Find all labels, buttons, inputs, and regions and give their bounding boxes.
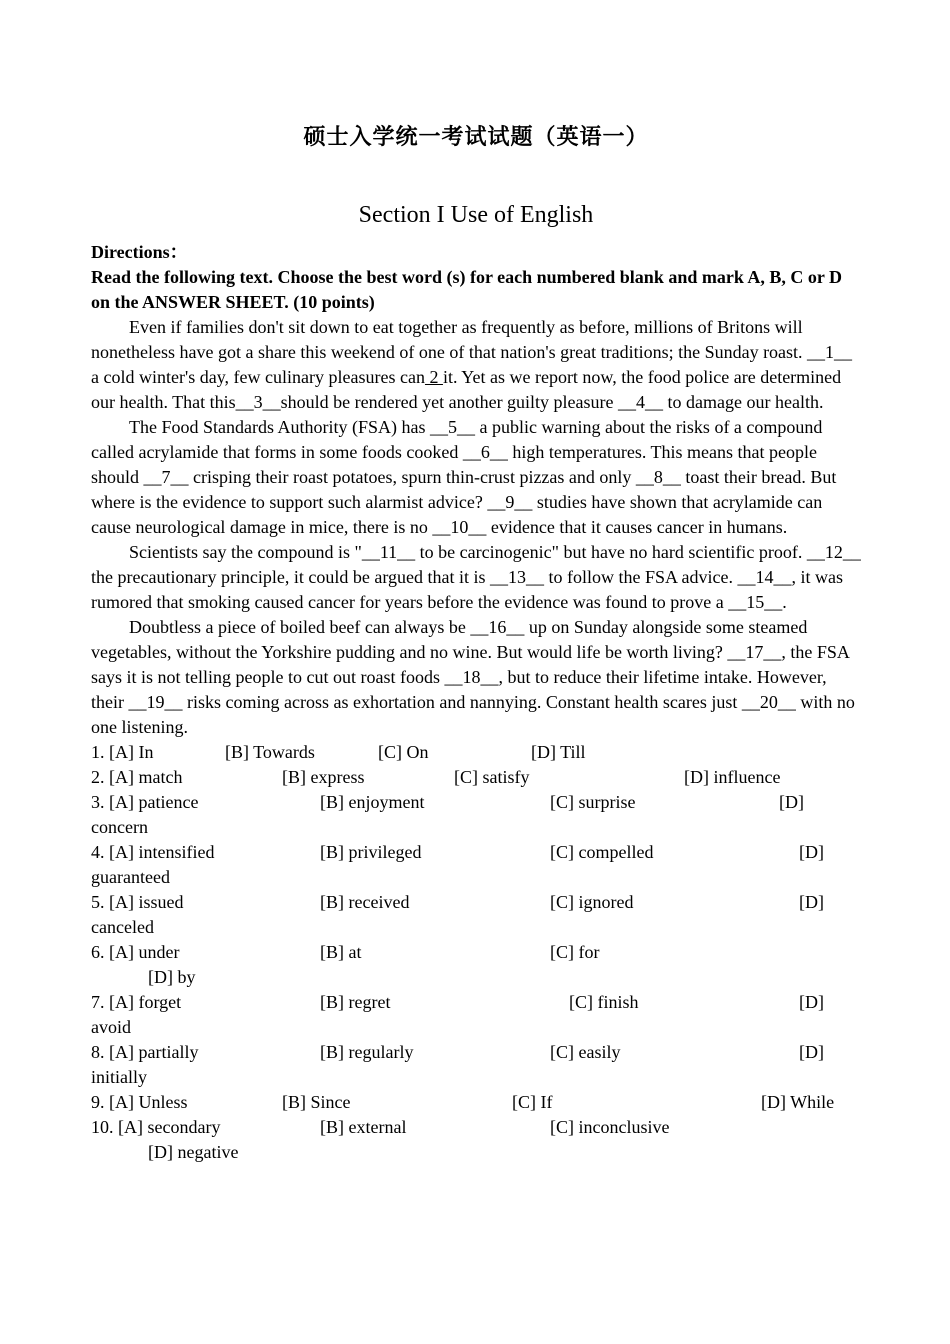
option-d-label: [D] (799, 892, 824, 912)
option-b: [B] privileged (320, 842, 422, 862)
option-c: [C] On (378, 742, 429, 762)
option-b: [B] Towards (225, 742, 315, 762)
option-a: 10. [A] secondary (91, 1117, 221, 1137)
option-d-word: avoid (91, 1017, 131, 1037)
option-a: 6. [A] under (91, 942, 180, 962)
option-d: [D] negative (148, 1142, 239, 1162)
section-title: Section I Use of English (358, 202, 594, 228)
question-3 (91, 790, 861, 815)
question-6-wrap (91, 965, 861, 990)
option-d-label: [D] (799, 1042, 824, 1062)
option-d-word: guaranteed (91, 867, 170, 887)
option-a: 4. [A] intensified (91, 842, 215, 862)
option-c: [C] inconclusive (550, 1117, 670, 1137)
option-a: 3. [A] patience (91, 792, 199, 812)
option-b: [B] Since (282, 1092, 351, 1112)
option-d-label: [D] (799, 842, 824, 862)
option-a: 1. [A] In (91, 742, 154, 762)
question-3-wrap (91, 815, 861, 840)
option-d: [D] While (761, 1092, 835, 1112)
question-9 (91, 1090, 861, 1115)
document-body (91, 240, 861, 1165)
option-d: [D] Till (531, 742, 586, 762)
option-c: [C] satisfy (454, 767, 530, 787)
option-b: [B] received (320, 892, 410, 912)
option-a: 2. [A] match (91, 767, 183, 787)
question-10-wrap (91, 1140, 861, 1165)
option-b: [B] express (282, 767, 365, 787)
option-a: 8. [A] partially (91, 1042, 199, 1062)
option-c: [C] ignored (550, 892, 634, 912)
question-2 (91, 765, 861, 790)
option-c: [C] compelled (550, 842, 654, 862)
paragraph-1-text: Even if families don't sit down to eat together as frequently as before, millions of Britons will nonetheless have got a share this weekend of one of that nation's great traditions; the Sunday roast. __1__ a cold winter's day, few culinary pleasures can (91, 317, 853, 387)
passage-paragraph-3: Scientists say the compound is "__11__ to be carcinogenic" but have no hard scientific proof. __12__ the precautionary principle, it could be argued that it is __13__ to follow the FSA advice. __14__, it was rumored that smoking caused cancer for years before the evidence was found to prove a __15__. (91, 542, 861, 612)
directions-text: Read the following text. Choose the best word (s) for each numbered blank and mark A, B, C or D on the ANSWER SHEET. (10 points) (91, 267, 843, 312)
directions-label: Directions： (91, 242, 188, 262)
passage-paragraph-2: The Food Standards Authority (FSA) has __5__ a public warning about the risks of a compound called acrylamide that forms in some foods cooked __6__ high temperatures. This means that people should __7__ crisping their roast potatoes, spurn thin-crust pizzas and only __8__ toast their bread. But where is the evidence to support such alarmist advice? __9__ studies have shown that acrylamide can cause neurological damage in mice, there is no __10__ evidence that it causes cancer in humans. (91, 417, 837, 537)
question-6 (91, 940, 861, 965)
question-10 (91, 1115, 861, 1140)
option-a: 9. [A] Unless (91, 1092, 188, 1112)
option-d-word: concern (91, 817, 148, 837)
question-7-wrap (91, 1015, 861, 1040)
option-c: [C] easily (550, 1042, 621, 1062)
paragraph-1-text-cont: it. Yet as we report now, the food police are determined our health. That this__3__should be rendered yet another guilty pleasure __4__ to damage our health. (91, 367, 842, 412)
question-4 (91, 840, 861, 865)
option-d-label: [D] (799, 992, 824, 1012)
option-b: [B] at (320, 942, 362, 962)
option-c: [C] for (550, 942, 600, 962)
question-8 (91, 1040, 861, 1065)
option-d: [D] by (148, 967, 196, 987)
option-b: [B] external (320, 1117, 407, 1137)
question-1 (91, 740, 861, 765)
option-c: [C] surprise (550, 792, 636, 812)
option-a: 5. [A] issued (91, 892, 184, 912)
question-4-wrap (91, 865, 861, 890)
option-d: [D] influence (684, 767, 781, 787)
passage-paragraph-1 (91, 315, 861, 415)
option-c: [C] If (512, 1092, 553, 1112)
option-b: [B] enjoyment (320, 792, 425, 812)
exam-title: 硕士入学统一考试试题（英语一） (303, 125, 649, 150)
option-d-word: canceled (91, 917, 154, 937)
option-c: [C] finish (569, 992, 639, 1012)
option-b: [B] regret (320, 992, 391, 1012)
option-a: 7. [A] forget (91, 992, 182, 1012)
question-8-wrap (91, 1065, 861, 1090)
question-7 (91, 990, 861, 1015)
passage-paragraph-4: Doubtless a piece of boiled beef can always be __16__ up on Sunday alongside some steamed vegetables, without the Yorkshire pudding and no wine. But would life be worth living? __17__, the FSA says it is not telling people to cut out roast foods __18__, but to reduce their lifetime intake. However, their __19__ risks coming across as exhortation and nannying. Constant health scares just __20__ with no one listening. (91, 617, 855, 737)
option-d-label: [D] (779, 792, 804, 812)
question-5 (91, 890, 861, 915)
option-d-word: initially (91, 1067, 147, 1087)
blank-2-underlined: 2 (424, 367, 443, 387)
question-5-wrap (91, 915, 861, 940)
option-b: [B] regularly (320, 1042, 414, 1062)
